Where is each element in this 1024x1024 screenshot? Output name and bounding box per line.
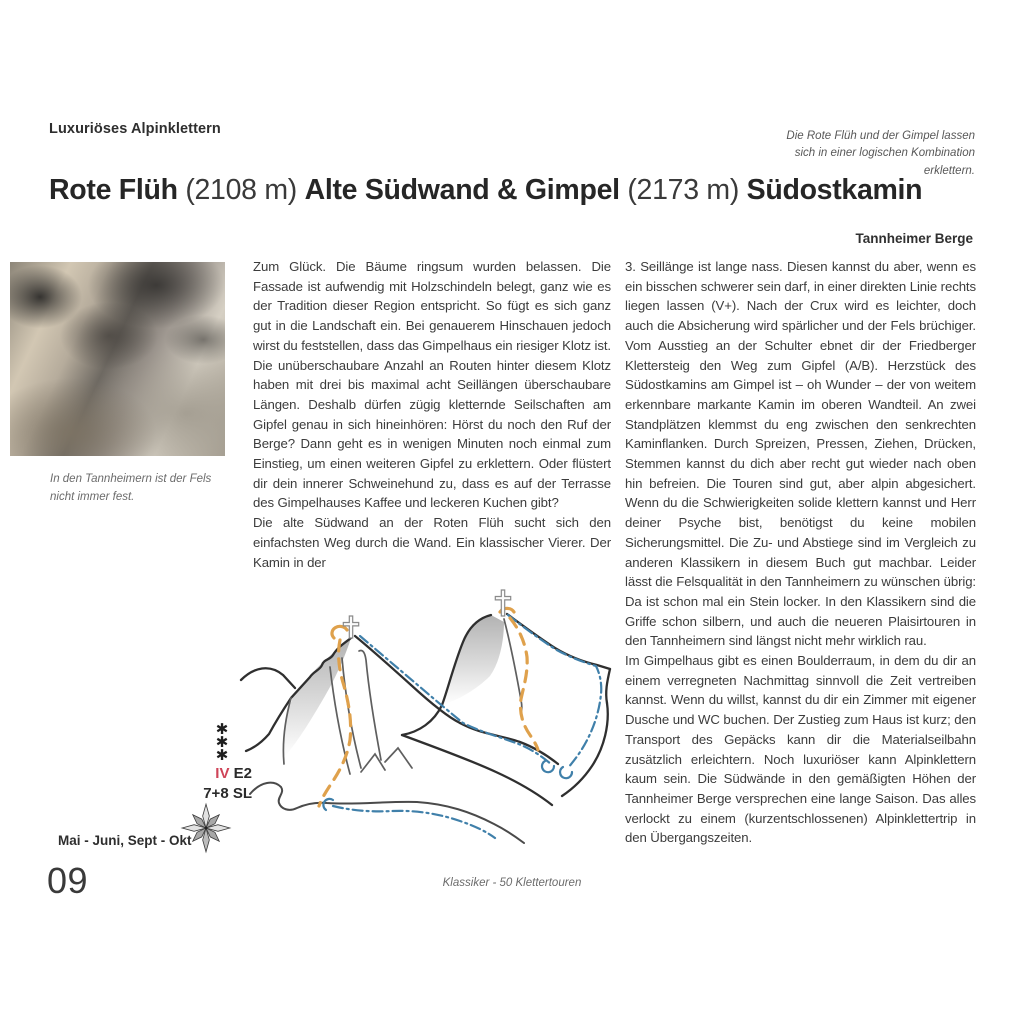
title-peak-1-height: (2108 m)	[177, 174, 305, 206]
page-number: 09	[47, 860, 89, 901]
difficulty-stars	[206, 723, 238, 762]
title-route-name: Südostkamin	[746, 174, 923, 206]
body-column-left	[253, 257, 611, 572]
star-icon: ✱	[215, 747, 229, 764]
star-icon: ✱	[215, 721, 229, 738]
star-icon: ✱	[215, 734, 229, 751]
title-peak-2-height: (2173 m)	[619, 174, 747, 206]
body-paragraph: 3. Seillänge ist lange nass. Diesen kannst du aber, wenn es ein bisschen schwerer sein darf, in einer direkten Linie rechts liegen lassen (V+). Nach der Crux wird es leichter, doch auch die Absicherung wird spärlicher und der Fels brüchiger. Vom Ausstieg an der Schulter ebnet dir der Friedberger Klettersteig den Weg zum Gipfel (A/B). Herzstück des Südostkamins am Gimpel ist – oh Wunder – der von weitem erkennbare markante Kamin im oberen Wandteil. An zwei Standplätzen klemmst du eng zwischen den senkrechten Kaminflanken. Durch Spreizen, Pressen, Ziehen, Drücken, Stemmen kannst du dich aber recht gut wieder nach oben hin befreien. Die Touren sind gut, aber alpin abgesichert. Wenn du die Schwierigkeiten solide klettern kannst und Herr deiner Psyche bist, benötigst du keine mobilen Sicherungsmittel. Die Zu- und Abstiege sind im Vergleich zu anderen Klassikern in diesem Buch gut machbar. Leider lässt die Felsqualität in den Tannheimern zu wünschen übrig: Da ist schon mal ein Stein locker. In den Klassikern sind die Griffe schon silbern, und auch die neueren Plaisirtouren in den Tannheimern sind längst nicht mehr wirklich rau.	[625, 259, 976, 649]
grade-value: IV	[215, 765, 230, 782]
pitch-count: 7+8 SL	[203, 785, 252, 802]
region-label: Tannheimer Berge	[855, 231, 973, 246]
photo-caption: In den Tannheimern ist der Fels nicht immer fest.	[50, 473, 212, 503]
book-footer: Klassiker - 50 Klettertouren	[442, 877, 582, 889]
intro-note: Die Rote Flüh und der Gimpel lassen sich in einer logischen Kombination erklettern.	[786, 130, 975, 177]
body-paragraph: Zum Glück. Die Bäume ringsum wurden belassen. Die Fassade ist aufwendig mit Holzschindeln belegt, ganz wie es der Tradition dieser Region entspricht. So fügt es sich ganz gut in die Landschaft ein. Bei genauerem Hinschauen jedoch wirst du feststellen, dass das Gimpelhaus ein riesiger Klotz ist. Die unüberschaubare Anzahl an Routen hinter diesem Klotz haben mit drei bis maximal acht Seillängen überschaubare Längen. Deshalb dürfen zügig kletternde Seilschaften am Gipfel genau in sich hineinhören: Hörst du noch den Ruf der Berge? Dann geht es in wenigen Minuten noch einmal zum Einstieg, um einen weiteren Gipfel zu erklettern. Oder flüstert dir dein innerer Schweinehund zu, dass es auf der Terrasse des Gimpelhauses Kaffee und leckeren Kuchen gibt?	[253, 259, 611, 511]
body-paragraph: Die alte Südwand an der Roten Flüh sucht sich den einfachsten Weg durch die Wand. Ein klassischer Vierer. Der Kamin in der	[253, 515, 611, 570]
title-peak-2: Alte Südwand & Gimpel	[304, 174, 620, 206]
season-range: Mai - Juni, Sept - Okt	[58, 833, 192, 848]
grade-line	[150, 765, 252, 782]
topo-sketch	[238, 572, 623, 872]
seriousness-value: E2	[233, 765, 252, 782]
ground-line	[250, 783, 524, 843]
page-title	[49, 174, 989, 207]
right-peak-shading	[442, 615, 504, 705]
body-column-right	[625, 257, 976, 848]
body-paragraph: Im Gimpelhaus gibt es einen Boulderraum, in dem du dir an einem verregneten Nachmittag sinnvoll die Zeit vertreiben kannst. Wenn du willst, kannst du dir ein Zimmer mit eigener Dusche und WC buchen. Der Zustieg zum Haus ist kurz; den Transport des Gepäcks kann dir die Materialseilbahn zusätzlich erleichtern. Noch luxuriöser kann Alpinklettern kaum sein. Die Südwände in den gemäßigten Höhen der Tannheimer Berge versprechen eine lange Saison. Das alles verlockt zu einem (kurzentschlossenen) Alpinklettertrip in den Übergangszeiten.	[625, 653, 976, 846]
rock-face-photo	[10, 262, 225, 456]
section-kicker: Luxuriöses Alpinklettern	[49, 121, 221, 137]
title-peak-1: Rote Flüh	[49, 174, 178, 206]
